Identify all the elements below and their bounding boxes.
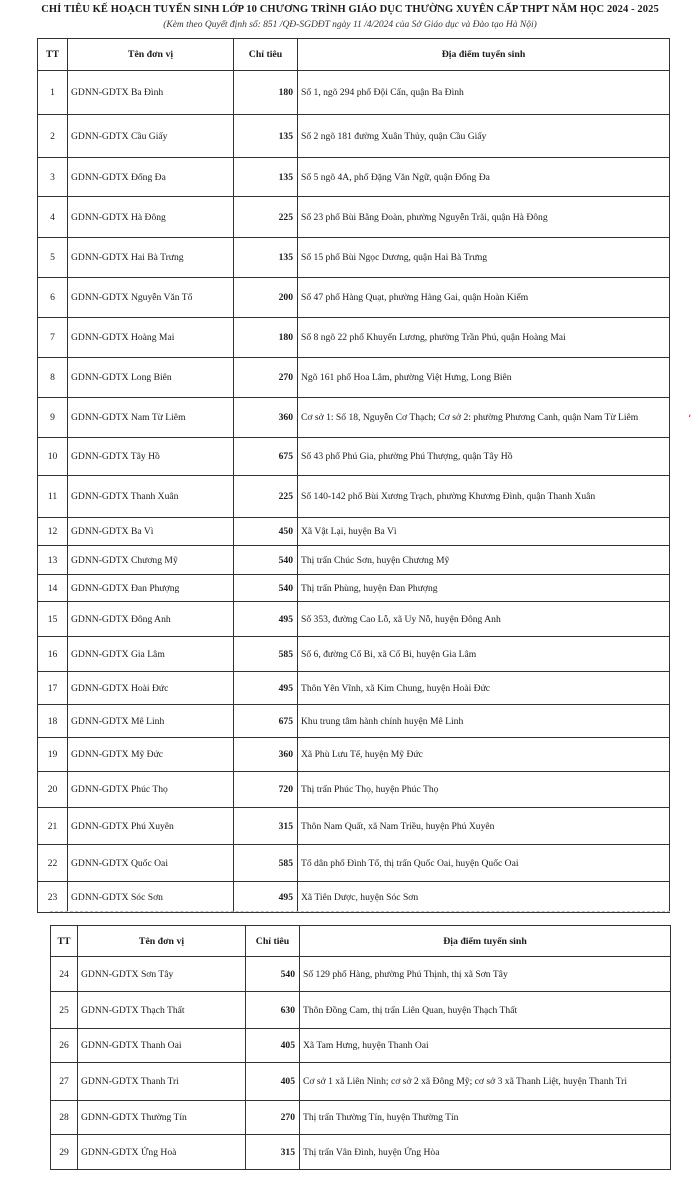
cell-tt: 8 — [38, 358, 68, 398]
cell-address: Số 5 ngõ 4A, phố Đặng Văn Ngữ, quận Đống Đa — [298, 158, 670, 197]
cell-quota: 675 — [234, 705, 298, 738]
cell-tt: 28 — [51, 1101, 78, 1135]
table-row — [51, 992, 671, 1029]
cell-unit: GDNN-GDTX Sơn Tây — [78, 957, 246, 992]
cell-tt: 1 — [38, 71, 68, 115]
header-quota: Chỉ tiêu — [234, 39, 298, 71]
table-row — [38, 705, 670, 738]
cell-address: Tổ dân phố Đình Tổ, thị trấn Quốc Oai, huyện Quốc Oai — [298, 845, 670, 882]
cell-quota: 315 — [234, 808, 298, 845]
table-row — [38, 738, 670, 772]
cell-address: Thị trấn Thường Tín, huyện Thường Tín — [300, 1101, 671, 1135]
cell-address: Thị trấn Chúc Sơn, huyện Chương Mỹ — [298, 546, 670, 575]
cell-tt: 23 — [38, 882, 68, 913]
cell-quota: 630 — [246, 992, 300, 1029]
table-row — [38, 637, 670, 672]
table-row — [51, 1029, 671, 1063]
cell-address: Số 140-142 phố Bùi Xương Trạch, phường Khương Đình, quận Thanh Xuân — [298, 476, 670, 518]
cell-unit: GDNN-GDTX Sóc Sơn — [68, 882, 234, 913]
cell-unit: GDNN-GDTX Ứng Hoà — [78, 1135, 246, 1170]
cell-tt: 22 — [38, 845, 68, 882]
cell-quota: 270 — [246, 1101, 300, 1135]
table-row — [38, 546, 670, 575]
cell-quota: 540 — [246, 957, 300, 992]
cell-address: Số 8 ngõ 22 phố Khuyến Lương, phường Trần Phú, quận Hoàng Mai — [298, 318, 670, 358]
table-row — [38, 278, 670, 318]
cell-address: Thị trấn Vân Đình, huyện Ứng Hòa — [300, 1135, 671, 1170]
cell-address: Số 23 phố Bùi Bằng Đoàn, phường Nguyễn Trãi, quận Hà Đông — [298, 197, 670, 238]
cell-quota: 135 — [234, 158, 298, 197]
cell-address: Ngõ 161 phố Hoa Lâm, phường Việt Hưng, Long Biên — [298, 358, 670, 398]
cell-unit: GDNN-GDTX Đống Đa — [68, 158, 234, 197]
cell-tt: 13 — [38, 546, 68, 575]
cell-quota: 405 — [246, 1029, 300, 1063]
cell-address: Số 43 phố Phú Gia, phường Phú Thượng, quận Tây Hồ — [298, 438, 670, 476]
cell-quota: 495 — [234, 672, 298, 705]
cell-quota: 450 — [234, 518, 298, 546]
cell-tt: 16 — [38, 637, 68, 672]
cell-quota: 495 — [234, 602, 298, 637]
table-row — [51, 1063, 671, 1101]
cell-tt: 4 — [38, 197, 68, 238]
cell-quota: 315 — [246, 1135, 300, 1170]
cell-address: Số 15 phố Bùi Ngọc Dương, quận Hai Bà Trưng — [298, 238, 670, 278]
cell-address: Xã Tam Hưng, huyện Thanh Oai — [300, 1029, 671, 1063]
table-row — [38, 808, 670, 845]
cell-unit: GDNN-GDTX Phú Xuyên — [68, 808, 234, 845]
cell-tt: 25 — [51, 992, 78, 1029]
cell-quota: 720 — [234, 772, 298, 808]
cell-unit: GDNN-GDTX Thanh Oai — [78, 1029, 246, 1063]
cell-unit: GDNN-GDTX Nam Từ Liêm — [68, 398, 234, 438]
table-row — [38, 318, 670, 358]
header-tt: TT — [51, 926, 78, 957]
cell-unit: GDNN-GDTX Mỹ Đức — [68, 738, 234, 772]
table-row — [51, 1101, 671, 1135]
enrollment-table-part-1 — [37, 38, 670, 913]
document-title: CHỈ TIÊU KẾ HOẠCH TUYỂN SINH LỚP 10 CHƯƠNG TRÌNH GIÁO DỤC THƯỜNG XUYÊN CẤP THPT NĂM HỌC 2024 - 2025 — [41, 4, 659, 15]
header-unit: Tên đơn vị — [78, 926, 246, 957]
header-tt: TT — [38, 39, 68, 71]
table-row — [38, 358, 670, 398]
table-row — [38, 158, 670, 197]
cell-unit: GDNN-GDTX Hà Đông — [68, 197, 234, 238]
cell-unit: GDNN-GDTX Chương Mỹ — [68, 546, 234, 575]
table-row — [38, 71, 670, 115]
cell-address: Thị trấn Phúc Thọ, huyện Phúc Thọ — [298, 772, 670, 808]
cell-quota: 270 — [234, 358, 298, 398]
cell-quota: 405 — [246, 1063, 300, 1101]
cell-quota: 135 — [234, 115, 298, 158]
cell-address: Thôn Đồng Cam, thị trấn Liên Quan, huyện Thạch Thất — [300, 992, 671, 1029]
header-address: Địa điểm tuyển sinh — [300, 926, 671, 957]
table-header-row — [38, 39, 670, 71]
table-row — [38, 398, 670, 438]
cell-quota: 135 — [234, 238, 298, 278]
table-header-row — [51, 926, 671, 957]
cell-unit: GDNN-GDTX Phúc Thọ — [68, 772, 234, 808]
cell-unit: GDNN-GDTX Thanh Xuân — [68, 476, 234, 518]
table-row — [38, 672, 670, 705]
table-row — [38, 197, 670, 238]
cell-tt: 24 — [51, 957, 78, 992]
cell-tt: 26 — [51, 1029, 78, 1063]
cell-tt: 14 — [38, 575, 68, 602]
margin-scan-mark: ʻ — [688, 412, 692, 425]
cell-address: Khu trung tâm hành chính huyện Mê Linh — [298, 705, 670, 738]
cell-address: Số 353, đường Cao Lỗ, xã Uy Nỗ, huyện Đông Anh — [298, 602, 670, 637]
cell-address: Cơ sở 1: Số 18, Nguyễn Cơ Thạch; Cơ sở 2: phường Phương Canh, quận Nam Từ Liêm — [298, 398, 670, 438]
table-row — [38, 115, 670, 158]
table-row — [51, 1135, 671, 1170]
table-row — [38, 845, 670, 882]
cell-address: Xã Vật Lại, huyện Ba Vì — [298, 518, 670, 546]
cell-tt: 12 — [38, 518, 68, 546]
document-subtitle: (Kèm theo Quyết định số: 851 /QĐ-SGDĐT ngày 11 /4/2024 của Sở Giáo dục và Đào tạo Hà Nội) — [163, 20, 537, 30]
cell-address: Cơ sở 1 xã Liên Ninh; cơ sở 2 xã Đông Mỹ; cơ sở 3 xã Thanh Liệt, huyện Thanh Trì — [300, 1063, 671, 1101]
cell-unit: GDNN-GDTX Long Biên — [68, 358, 234, 398]
cell-unit: GDNN-GDTX Ba Đình — [68, 71, 234, 115]
cell-unit: GDNN-GDTX Đông Anh — [68, 602, 234, 637]
cell-address: Thôn Nam Quất, xã Nam Triều, huyện Phú Xuyên — [298, 808, 670, 845]
table-row — [38, 238, 670, 278]
cell-quota: 585 — [234, 845, 298, 882]
cell-address: Xã Tiên Dược, huyện Sóc Sơn — [298, 882, 670, 913]
table-row — [38, 575, 670, 602]
table-row — [38, 518, 670, 546]
cell-address: Xã Phù Lưu Tế, huyện Mỹ Đức — [298, 738, 670, 772]
cell-quota: 200 — [234, 278, 298, 318]
cell-address: Số 1, ngõ 294 phố Đội Cấn, quận Ba Đình — [298, 71, 670, 115]
cell-tt: 6 — [38, 278, 68, 318]
cell-tt: 19 — [38, 738, 68, 772]
cell-quota: 180 — [234, 71, 298, 115]
cell-tt: 17 — [38, 672, 68, 705]
cell-quota: 225 — [234, 476, 298, 518]
header-unit: Tên đơn vị — [68, 39, 234, 71]
cell-unit: GDNN-GDTX Gia Lâm — [68, 637, 234, 672]
page-break-divider — [50, 911, 670, 912]
cell-tt: 9 — [38, 398, 68, 438]
cell-tt: 7 — [38, 318, 68, 358]
cell-tt: 18 — [38, 705, 68, 738]
table-row — [38, 602, 670, 637]
cell-tt: 10 — [38, 438, 68, 476]
cell-tt: 21 — [38, 808, 68, 845]
cell-unit: GDNN-GDTX Hoài Đức — [68, 672, 234, 705]
cell-tt: 20 — [38, 772, 68, 808]
header-address: Địa điểm tuyển sinh — [298, 39, 670, 71]
cell-quota: 360 — [234, 738, 298, 772]
cell-unit: GDNN-GDTX Quốc Oai — [68, 845, 234, 882]
cell-tt: 3 — [38, 158, 68, 197]
cell-unit: GDNN-GDTX Hoàng Mai — [68, 318, 234, 358]
cell-unit: GDNN-GDTX Cầu Giấy — [68, 115, 234, 158]
cell-unit: GDNN-GDTX Ba Vì — [68, 518, 234, 546]
cell-address: Thị trấn Phùng, huyện Đan Phượng — [298, 575, 670, 602]
enrollment-table-part-2 — [50, 925, 671, 1170]
cell-quota: 495 — [234, 882, 298, 913]
cell-quota: 180 — [234, 318, 298, 358]
table-row — [38, 476, 670, 518]
cell-tt: 5 — [38, 238, 68, 278]
cell-unit: GDNN-GDTX Tây Hồ — [68, 438, 234, 476]
cell-tt: 11 — [38, 476, 68, 518]
cell-tt: 15 — [38, 602, 68, 637]
cell-address: Số 47 phố Hàng Quạt, phường Hàng Gai, quận Hoàn Kiếm — [298, 278, 670, 318]
cell-unit: GDNN-GDTX Thường Tín — [78, 1101, 246, 1135]
table-row — [38, 882, 670, 913]
cell-address: Số 129 phố Hàng, phường Phú Thịnh, thị xã Sơn Tây — [300, 957, 671, 992]
cell-quota: 225 — [234, 197, 298, 238]
header-quota: Chỉ tiêu — [246, 926, 300, 957]
cell-unit: GDNN-GDTX Đan Phượng — [68, 575, 234, 602]
cell-tt: 29 — [51, 1135, 78, 1170]
cell-unit: GDNN-GDTX Thanh Trì — [78, 1063, 246, 1101]
table-row — [38, 438, 670, 476]
cell-unit: GDNN-GDTX Hai Bà Trưng — [68, 238, 234, 278]
cell-quota: 675 — [234, 438, 298, 476]
cell-unit: GDNN-GDTX Nguyễn Văn Tố — [68, 278, 234, 318]
cell-quota: 585 — [234, 637, 298, 672]
cell-tt: 27 — [51, 1063, 78, 1101]
cell-address: Số 6, đường Cổ Bi, xã Cổ Bi, huyện Gia Lâm — [298, 637, 670, 672]
cell-unit: GDNN-GDTX Mê Linh — [68, 705, 234, 738]
cell-quota: 540 — [234, 546, 298, 575]
cell-tt: 2 — [38, 115, 68, 158]
cell-quota: 360 — [234, 398, 298, 438]
cell-unit: GDNN-GDTX Thạch Thất — [78, 992, 246, 1029]
cell-address: Thôn Yên Vĩnh, xã Kim Chung, huyện Hoài Đức — [298, 672, 670, 705]
cell-quota: 540 — [234, 575, 298, 602]
table-row — [51, 957, 671, 992]
cell-address: Số 2 ngõ 181 đường Xuân Thủy, quận Cầu Giấy — [298, 115, 670, 158]
table-row — [38, 772, 670, 808]
